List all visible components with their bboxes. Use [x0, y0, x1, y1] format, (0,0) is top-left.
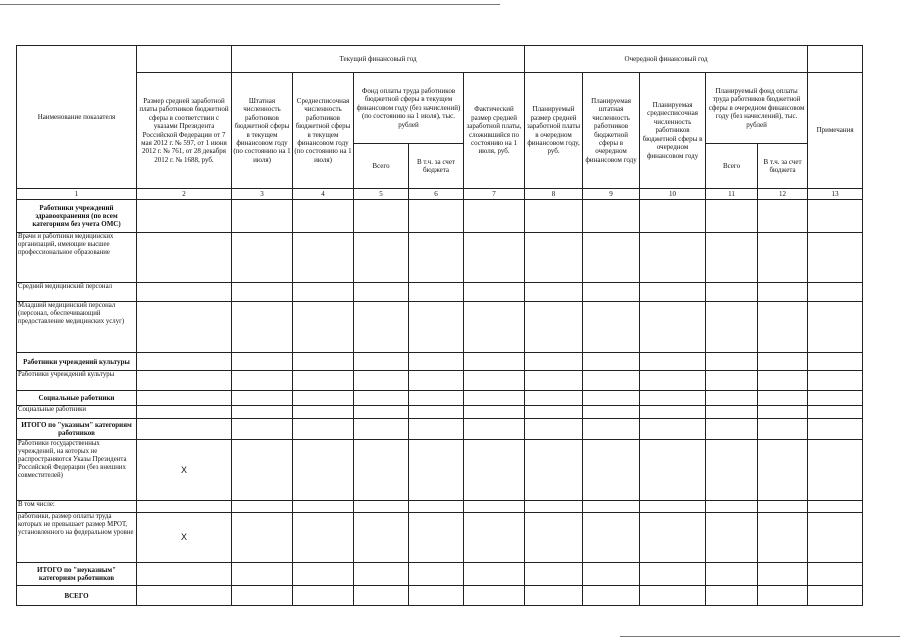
row-col2-cell — [137, 233, 232, 283]
table-cell — [706, 501, 758, 513]
table-cell — [706, 419, 758, 440]
table-cell — [354, 406, 409, 419]
table-cell — [525, 586, 583, 606]
table-cell — [583, 233, 640, 283]
table-cell — [293, 419, 354, 440]
table-cell — [808, 302, 863, 353]
table-cell — [464, 302, 525, 353]
row-label: ИТОГО по "указным" категориям работников — [17, 419, 137, 440]
row-col2-cell — [137, 406, 232, 419]
header-col10: Планируемая среднесписочная численность работников бюджетной сферы в очередном финансовом году — [640, 73, 706, 189]
column-number: 2 — [137, 189, 232, 200]
table-cell — [640, 283, 706, 302]
table-cell — [808, 440, 863, 501]
header-indicator-name: Наименование показателя — [17, 46, 137, 189]
table-cell — [232, 563, 293, 586]
table-row — [17, 501, 863, 513]
table-cell — [706, 200, 758, 233]
table-cell — [525, 371, 583, 391]
table-cell — [354, 419, 409, 440]
table-cell — [525, 501, 583, 513]
table-cell — [525, 440, 583, 501]
header-col12: В т.ч. за счет бюджета — [758, 144, 808, 189]
table-cell — [706, 513, 758, 563]
table-cell — [354, 371, 409, 391]
table-cell — [758, 371, 808, 391]
row-label: Врачи и работники медицинских организаций, имеющие высшее профессиональное образование — [17, 233, 137, 283]
table-cell — [706, 440, 758, 501]
table-row — [17, 440, 863, 501]
table-cell — [354, 440, 409, 501]
row-label: Работники государственных учреждений, на которых не распространяются Указы Президента Российской Федерации (без внешних совместителей) — [17, 440, 137, 501]
table-cell — [409, 233, 464, 283]
table-cell — [758, 233, 808, 283]
page-top-line — [0, 4, 500, 5]
table-cell — [464, 440, 525, 501]
table-cell — [409, 440, 464, 501]
header-col3: Штатная численность работников бюджетной сферы в текущем финансовом году (по состоянию на 1 июля) — [232, 73, 293, 189]
table-cell — [409, 563, 464, 586]
table-cell — [525, 563, 583, 586]
table-cell — [293, 391, 354, 406]
row-col2-cell — [137, 371, 232, 391]
table-cell — [758, 406, 808, 419]
column-number: 11 — [706, 189, 758, 200]
table-cell — [232, 419, 293, 440]
row-label: ВСЕГО — [17, 586, 137, 606]
table-cell — [293, 501, 354, 513]
table-cell — [525, 302, 583, 353]
table-cell — [808, 233, 863, 283]
table-cell — [464, 406, 525, 419]
header-col8: Планируемый размер средней заработной платы в очередном финансовом году, руб. — [525, 73, 583, 189]
table-cell — [293, 513, 354, 563]
table-cell — [808, 419, 863, 440]
table-cell — [808, 513, 863, 563]
table-row — [17, 406, 863, 419]
column-number: 1 — [17, 189, 137, 200]
table-cell — [706, 233, 758, 283]
header-notes: Примечания — [808, 73, 863, 189]
table-cell — [232, 353, 293, 371]
row-label: В том числе: — [17, 501, 137, 513]
table-row — [17, 302, 863, 353]
table-cell — [706, 586, 758, 606]
table-cell — [808, 501, 863, 513]
table-row — [17, 419, 863, 440]
table-cell — [232, 391, 293, 406]
row-col2-cell — [137, 563, 232, 586]
table-cell — [409, 371, 464, 391]
table-cell — [583, 353, 640, 371]
table-cell — [640, 419, 706, 440]
row-label: Социальные работники — [17, 391, 137, 406]
column-number: 9 — [583, 189, 640, 200]
table-cell — [293, 371, 354, 391]
table-cell — [758, 391, 808, 406]
header-col7: Фактический размер средней заработной платы, сложившийся по состоянию на 1 июля, руб. — [464, 73, 525, 189]
table-cell — [464, 200, 525, 233]
row-label: Младший медицинский персонал (персонал, обеспечивающий предоставление медицинских услуг) — [17, 302, 137, 353]
table-cell — [232, 371, 293, 391]
row-label: Работники учреждений культуры — [17, 353, 137, 371]
table-cell — [354, 353, 409, 371]
table-cell — [464, 391, 525, 406]
table-row — [17, 200, 863, 233]
page-bottom-line — [620, 636, 900, 637]
table-cell — [293, 283, 354, 302]
table-cell — [583, 563, 640, 586]
table-cell — [409, 406, 464, 419]
table-cell — [354, 563, 409, 586]
table-cell — [525, 513, 583, 563]
table-cell — [464, 513, 525, 563]
column-number: 5 — [354, 189, 409, 200]
column-number: 3 — [232, 189, 293, 200]
table-cell — [525, 406, 583, 419]
header-col2: Размер средней заработной платы работников бюджетной сферы в соответствии с указами Президента Российской Федерации от 7 мая 2012 г. № 597, от 1 июня 2012 г. № 761, от 28 декабря 2012 г. № 1688, руб. — [137, 73, 232, 189]
table-cell — [232, 200, 293, 233]
column-numbers-row — [17, 189, 863, 200]
table-cell — [409, 586, 464, 606]
table-cell — [232, 406, 293, 419]
table-cell — [583, 419, 640, 440]
table-cell — [640, 563, 706, 586]
table-cell — [525, 419, 583, 440]
table-cell — [640, 391, 706, 406]
table-cell — [409, 302, 464, 353]
table-cell — [808, 563, 863, 586]
row-col2-cell — [137, 391, 232, 406]
table-cell — [640, 233, 706, 283]
header-blank-cell — [808, 46, 863, 73]
table-cell — [758, 302, 808, 353]
header-col4: Среднесписочная численность работников бюджетной сферы в текущем финансовом году (по состоянию на 1 июля) — [293, 73, 354, 189]
header-col5: Всего — [354, 144, 409, 189]
table-cell — [293, 353, 354, 371]
table-cell — [354, 501, 409, 513]
table-cell — [808, 200, 863, 233]
table-cell — [464, 586, 525, 606]
row-label: Работники учреждений культуры — [17, 371, 137, 391]
header-col6: В т.ч. за счет бюджета — [409, 144, 464, 189]
table-cell — [640, 371, 706, 391]
table-cell — [808, 353, 863, 371]
table-cell — [583, 302, 640, 353]
table-cell — [758, 513, 808, 563]
table-cell — [706, 353, 758, 371]
table-cell — [293, 440, 354, 501]
table-row — [17, 371, 863, 391]
table-cell — [525, 391, 583, 406]
table-cell — [464, 419, 525, 440]
column-number: 6 — [409, 189, 464, 200]
table-cell — [354, 302, 409, 353]
table-row — [17, 353, 863, 371]
table-cell — [583, 406, 640, 419]
header-row-1 — [17, 46, 863, 73]
row-col2-cell — [137, 302, 232, 353]
table-cell — [464, 371, 525, 391]
table-cell — [758, 200, 808, 233]
table-cell — [293, 586, 354, 606]
table-cell — [706, 391, 758, 406]
table-cell — [232, 302, 293, 353]
column-number: 4 — [293, 189, 354, 200]
table-cell — [525, 353, 583, 371]
table-cell — [232, 501, 293, 513]
column-number: 12 — [758, 189, 808, 200]
table-cell — [293, 302, 354, 353]
table-cell — [409, 501, 464, 513]
table-cell — [640, 406, 706, 419]
table-cell — [583, 586, 640, 606]
table-cell — [293, 233, 354, 283]
table-cell — [583, 371, 640, 391]
row-label: ИТОГО по "неуказным" категориям работников — [17, 563, 137, 586]
table-cell — [808, 391, 863, 406]
table-cell — [640, 501, 706, 513]
table-cell — [640, 353, 706, 371]
table-cell — [293, 563, 354, 586]
table-cell — [640, 440, 706, 501]
table-cell — [808, 283, 863, 302]
row-label: Работники учреждений здравоохранения (по всем категориям без учета ОМС) — [17, 200, 137, 233]
header-col9: Планируемая штатная численность работников бюджетной сферы в очередном финансовом году — [583, 73, 640, 189]
table-cell — [758, 586, 808, 606]
header-current-year: Текущий финансовый год — [232, 46, 525, 73]
table-cell — [640, 200, 706, 233]
table-cell — [640, 513, 706, 563]
table-cell — [354, 513, 409, 563]
header-row-2 — [17, 73, 863, 144]
table-cell — [464, 563, 525, 586]
table-cell — [640, 302, 706, 353]
table-cell — [293, 200, 354, 233]
column-number: 13 — [808, 189, 863, 200]
row-col2-cell — [137, 419, 232, 440]
column-number: 8 — [525, 189, 583, 200]
table-cell — [354, 200, 409, 233]
table-cell — [232, 440, 293, 501]
table-cell — [583, 513, 640, 563]
header-col11: Всего — [706, 144, 758, 189]
row-col2-cell: X — [137, 440, 232, 501]
table-row — [17, 586, 863, 606]
table-cell — [232, 233, 293, 283]
table-cell — [758, 440, 808, 501]
table-cell — [706, 283, 758, 302]
table-cell — [583, 283, 640, 302]
table-row — [17, 391, 863, 406]
header-blank-cell — [137, 46, 232, 73]
table-row — [17, 283, 863, 302]
table-cell — [232, 513, 293, 563]
table-cell — [464, 501, 525, 513]
table-cell — [706, 371, 758, 391]
table-cell — [409, 513, 464, 563]
table-cell — [758, 501, 808, 513]
row-col2-cell — [137, 501, 232, 513]
row-col2-cell: X — [137, 513, 232, 563]
table-cell — [758, 419, 808, 440]
table-cell — [525, 200, 583, 233]
table-cell — [409, 200, 464, 233]
table-cell — [706, 302, 758, 353]
table-cell — [758, 563, 808, 586]
table-cell — [232, 283, 293, 302]
table-cell — [525, 233, 583, 283]
table-cell — [409, 391, 464, 406]
row-label: Социальные работники — [17, 406, 137, 419]
table-cell — [409, 419, 464, 440]
table-cell — [758, 353, 808, 371]
row-label: Средний медицинский персонал — [17, 283, 137, 302]
table-row — [17, 233, 863, 283]
table-cell — [354, 233, 409, 283]
table-cell — [409, 283, 464, 302]
table-cell — [354, 391, 409, 406]
column-number: 10 — [640, 189, 706, 200]
table-cell — [293, 406, 354, 419]
table-cell — [583, 200, 640, 233]
row-col2-cell — [137, 283, 232, 302]
table-cell — [758, 283, 808, 302]
table-cell — [583, 501, 640, 513]
header-fund-next: Планируемый фонд оплаты труда работников бюджетной сферы в очередном финансовом году (без начислений), тыс. рублей — [706, 73, 808, 144]
table-row — [17, 513, 863, 563]
table-cell — [808, 586, 863, 606]
row-label: работники, размер оплаты труда которых не превышает размер МРОТ, установленного на федеральном уровне — [17, 513, 137, 563]
data-rows — [17, 200, 863, 606]
header-next-year: Очередной финансовый год — [525, 46, 808, 73]
table-cell — [354, 283, 409, 302]
table-cell — [706, 563, 758, 586]
table-cell — [464, 353, 525, 371]
header-fund-current: Фонд оплаты труда работников бюджетной сферы в текущем финансовом году (без начислений) (по состоянию на 1 июля), тыс. рублей — [354, 73, 464, 144]
column-number: 7 — [464, 189, 525, 200]
table-cell — [464, 283, 525, 302]
table-cell — [409, 353, 464, 371]
row-col2-cell — [137, 200, 232, 233]
table-cell — [808, 371, 863, 391]
table-cell — [464, 233, 525, 283]
table-row — [17, 563, 863, 586]
table-cell — [706, 406, 758, 419]
row-col2-cell — [137, 586, 232, 606]
table-cell — [808, 406, 863, 419]
table-cell — [525, 283, 583, 302]
table-cell — [354, 586, 409, 606]
table-cell — [583, 391, 640, 406]
table-cell — [583, 440, 640, 501]
row-col2-cell — [137, 353, 232, 371]
table-cell — [232, 586, 293, 606]
salary-report-table — [16, 45, 863, 606]
table-cell — [640, 586, 706, 606]
